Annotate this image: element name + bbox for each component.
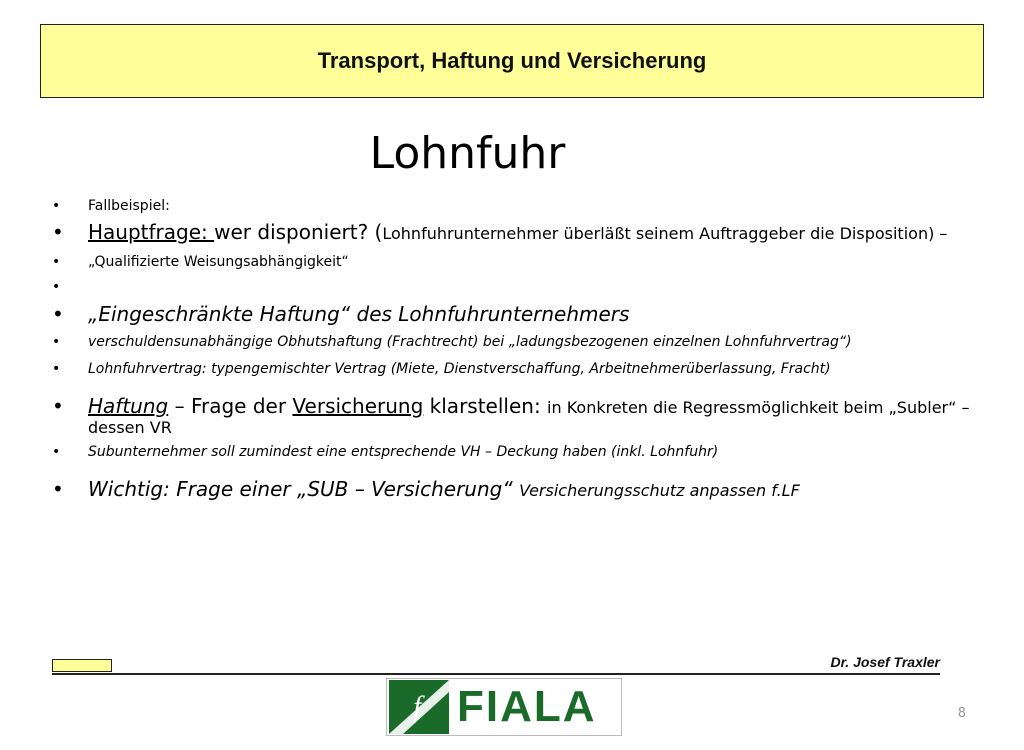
bullet-text: wer disponiert? ( <box>214 219 383 244</box>
bullet-text: – Frage der <box>168 394 293 419</box>
bullet-item <box>52 478 992 502</box>
svg-text:f: f <box>413 690 422 723</box>
bullet-dot: • <box>52 278 61 295</box>
bullet-list <box>52 198 992 502</box>
header-title: Transport, Haftung und Versicherung <box>317 48 707 73</box>
bullet-text: Hauptfrage: <box>88 219 215 244</box>
bullet-dot: • <box>52 198 61 214</box>
bullet-text: Lohnfuhrunternehmer überläßt seinem Auftraggeber die Disposition) – <box>382 223 948 243</box>
bullet-text: „Eingeschränkte Haftung“ des Lohnfuhrunternehmers <box>88 301 630 326</box>
bullet-text: Versicherung <box>292 394 424 419</box>
bullet-text: Lohnfuhrvertrag: typengemischter Vertrag (Miete, Dienstverschaffung, Arbeitnehmerüberlassung, Fracht) <box>88 360 831 377</box>
fiala-logo <box>386 678 622 736</box>
bullet-dot: • <box>52 334 61 351</box>
bullet-dot: • <box>52 301 64 326</box>
bullet-text: Haftung <box>88 394 169 419</box>
bullet-item <box>52 334 992 351</box>
page-number: 8 <box>957 706 966 721</box>
bullet-text: Versicherungsschutz anpassen f.LF <box>519 481 800 501</box>
bullet-item <box>52 279 992 295</box>
bullet-text: in Konkreten die Regressmöglichkeit beim „Subler“ – dessen VR <box>88 398 970 437</box>
bullet-item <box>52 221 992 245</box>
bullet-item <box>52 303 992 327</box>
bullet-dot: • <box>52 477 64 502</box>
author-name: Dr. Josef Traxler <box>830 654 940 670</box>
footer-divider <box>52 673 940 675</box>
bullet-item <box>52 198 992 215</box>
footer-swatch <box>52 659 112 672</box>
bullet-dot: • <box>52 394 64 419</box>
slide-title: Lohnfuhr <box>369 128 566 179</box>
logo-text: FIALA <box>457 682 597 731</box>
header-box <box>40 24 984 98</box>
bullet-item <box>52 254 992 271</box>
bullet-item <box>52 444 992 461</box>
bullet-text: „Qualifizierte Weisungsabhängigkeit“ <box>88 254 349 271</box>
bullet-dot: • <box>52 360 61 377</box>
bullet-text: verschuldensunabhängige Obhutshaftung (Frachtrecht) bei „ladungsbezogenen einzelnen Lohnfuhrvertrag“) <box>88 334 852 351</box>
bullet-text: Wichtig: Frage einer „SUB – Versicherung“ <box>88 477 520 502</box>
bullet-dot: • <box>52 219 64 244</box>
bullet-item <box>52 395 992 437</box>
bullet-item <box>52 361 992 378</box>
bullet-dot: • <box>52 443 61 460</box>
bullet-text: Subunternehmer soll zumindest eine entsprechende VH – Deckung haben (inkl. Lohnfuhr) <box>88 443 719 460</box>
bullet-text: Fallbeispiel: <box>88 198 170 214</box>
bullet-text: klarstellen: <box>423 394 548 419</box>
fiala-f-logo-icon <box>389 680 449 734</box>
bullet-dot: • <box>52 254 61 271</box>
